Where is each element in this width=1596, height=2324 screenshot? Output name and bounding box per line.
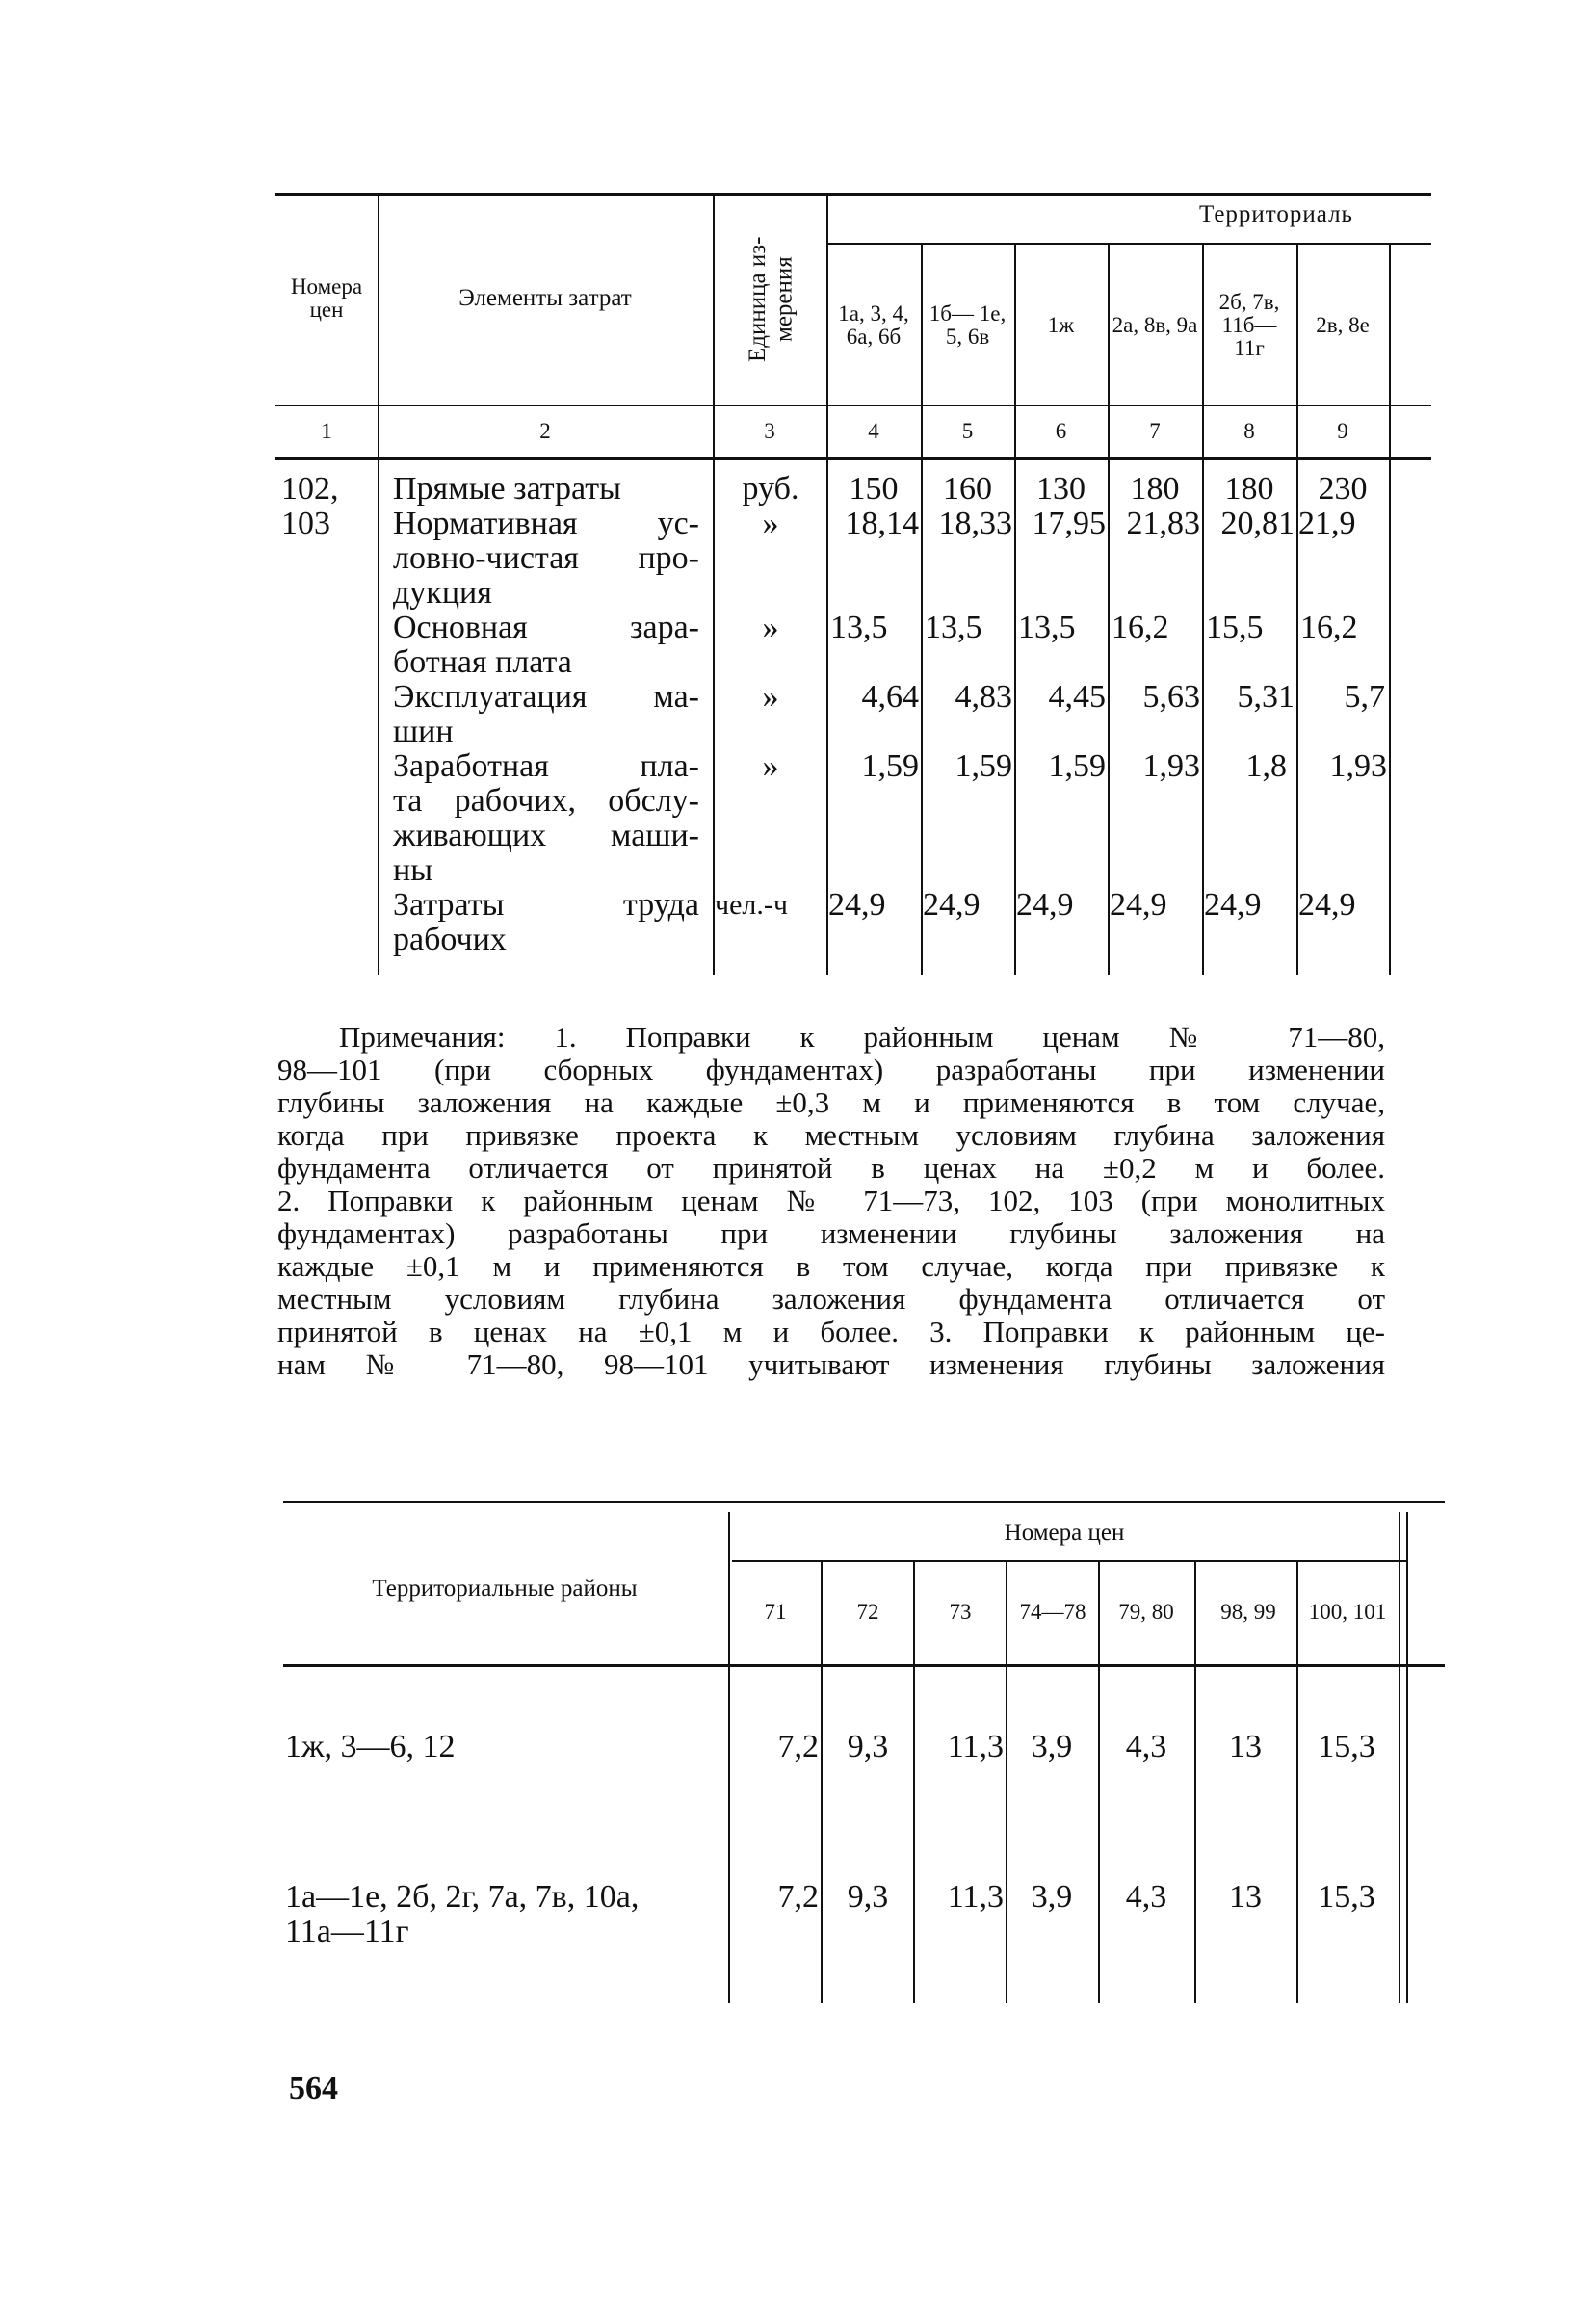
row-value: 24,9 <box>1298 887 1356 923</box>
row-value: 1,59 <box>861 748 919 784</box>
row-name: ловно-чистая про- <box>393 540 699 576</box>
header-district: 2а, 8в, 9а <box>1112 312 1198 337</box>
row-name: дукция <box>393 575 492 611</box>
header-unit-wrap <box>715 197 826 402</box>
row-value: 4,83 <box>955 679 1012 715</box>
header-col: 79, 80 <box>1118 1599 1174 1624</box>
header-numbers: Номера цен <box>290 274 363 322</box>
row-value: 9,3 <box>847 1729 889 1764</box>
note-line: нам № 71—80, 98—101 учитывают изменения глубины заложения <box>277 1347 1385 1381</box>
row-value: 15,5 <box>1206 610 1264 645</box>
row-value: 16,2 <box>1112 610 1169 645</box>
row-name: Эксплуатация ма- <box>393 679 699 715</box>
row-value: 11,3 <box>947 1879 1004 1915</box>
row-value: 13,5 <box>1018 610 1076 645</box>
row-value: 1,59 <box>1048 748 1106 784</box>
header-territory: Территориаль <box>1199 201 1353 227</box>
row-value: 24,9 <box>1016 887 1074 923</box>
table2-numbers-rule <box>732 1560 1406 1562</box>
note-line: местным условиям глубина заложения фундамента отличается от <box>277 1282 1385 1316</box>
header-district: 1ж <box>1047 312 1075 337</box>
row-name: Прямые затраты <box>393 471 621 507</box>
row-value: 1,93 <box>1142 748 1200 784</box>
header-bottom-rule <box>275 405 1431 406</box>
row-value: 15,3 <box>1318 1729 1375 1764</box>
row-value: 13 <box>1229 1879 1262 1915</box>
row-value: 7,2 <box>777 1879 819 1915</box>
row-name: Основная зара- <box>393 610 699 645</box>
column-divider <box>1399 1512 1400 2003</box>
row-value: 180 <box>1130 471 1180 507</box>
row-unit: » <box>762 506 779 541</box>
row-value: 4,45 <box>1048 679 1106 715</box>
row-value: 13,5 <box>925 610 982 645</box>
note-line: 2. Поправки к районным ценам № 71—73, 102, 103 (при монолитных <box>277 1184 1385 1217</box>
table-top-rule <box>275 193 1431 196</box>
row-name: шин <box>393 714 454 749</box>
row-name: ны <box>393 852 433 888</box>
note-line: фундаментах) разработаны при изменении глубины заложения на <box>277 1216 1385 1250</box>
row-name: ботная плата <box>393 644 572 680</box>
table2-top-rule <box>283 1501 1445 1503</box>
note-line: принятой в ценах на ±0,1 м и более. 3. Поправки к районным це- <box>277 1315 1385 1348</box>
district-name: 11а—11г <box>285 1914 409 1949</box>
column-divider <box>1194 1562 1196 2003</box>
header-district: 1а, 3, 4, 6а, 6б <box>838 300 909 349</box>
column-divider <box>1406 1512 1408 2003</box>
row-name: Заработная пла- <box>393 748 699 784</box>
row-unit: » <box>762 748 779 784</box>
column-divider <box>1389 243 1391 975</box>
header-col: 72 <box>856 1599 879 1624</box>
row-value: 4,3 <box>1125 1729 1167 1764</box>
row-value: 16,2 <box>1300 610 1358 645</box>
column-divider <box>1296 1562 1298 2003</box>
col-number: 3 <box>764 418 775 443</box>
row-value: 24,9 <box>1110 887 1167 923</box>
row-value: 1,93 <box>1329 748 1387 784</box>
column-divider <box>1098 1562 1100 2003</box>
row-value: 5,7 <box>1344 679 1385 715</box>
row-name: Нормативная ус- <box>393 506 699 541</box>
header-col: 74—78 <box>1019 1599 1086 1624</box>
row-value: 3,9 <box>1031 1879 1073 1915</box>
row-value: 24,9 <box>1204 887 1262 923</box>
row-value: 7,2 <box>777 1729 819 1764</box>
col-number: 8 <box>1243 418 1255 443</box>
row-value: 130 <box>1036 471 1086 507</box>
row-value: 9,3 <box>847 1879 889 1915</box>
notes <box>277 1021 1385 1381</box>
row-value: 21,9 <box>1298 506 1356 541</box>
row-value: 13,5 <box>830 610 888 645</box>
col-number: 9 <box>1337 418 1348 443</box>
row-value: 5,63 <box>1142 679 1200 715</box>
note-line: каждые ±0,1 м и применяются в том случае, когда при привязке к <box>277 1249 1385 1283</box>
header-numbers: Номера цен <box>1004 1519 1125 1546</box>
row-value: 1,8 <box>1245 748 1287 784</box>
row-value: 17,95 <box>1032 506 1106 541</box>
row-value: 18,33 <box>938 506 1012 541</box>
header-col: 98, 99 <box>1220 1599 1276 1624</box>
col-number: 6 <box>1055 418 1067 443</box>
row-value: 11,3 <box>947 1729 1004 1764</box>
page-number: 564 <box>289 2071 338 2106</box>
row-value: 180 <box>1224 471 1274 507</box>
row-value: 150 <box>849 471 899 507</box>
row-value: 13 <box>1229 1729 1262 1764</box>
note-line: фундамента отличается от принятой в ценах на ±0,2 м и более. <box>277 1151 1385 1185</box>
col-number: 2 <box>539 418 551 443</box>
col-number: 1 <box>321 418 332 443</box>
header-districts: Территориальные районы <box>372 1575 638 1602</box>
row-value: 24,9 <box>923 887 981 923</box>
row-value: 18,14 <box>845 506 919 541</box>
row-value: 20,81 <box>1220 506 1295 541</box>
row-name: Затраты труда <box>393 887 699 923</box>
header-district: 2б, 7в, 11б— 11г <box>1218 289 1280 361</box>
row-name: та рабочих, обслу- <box>393 783 699 819</box>
column-numbers-rule <box>275 457 1431 460</box>
row-name: живающих маши- <box>393 818 699 853</box>
header-col: 73 <box>949 1599 972 1624</box>
note-line: глубины заложения на каждые ±0,3 м и применяются в том случае, <box>277 1085 1385 1119</box>
table2-header-bottom-rule <box>283 1664 1445 1667</box>
col-number: 7 <box>1149 418 1161 443</box>
row-value: 5,31 <box>1237 679 1295 715</box>
district-name: 1ж, 3—6, 12 <box>285 1729 456 1764</box>
note-line: когда при привязке проекта к местным условиям глубина заложения <box>277 1118 1385 1152</box>
row-value: 230 <box>1318 471 1368 507</box>
header-elements: Элементы затрат <box>458 284 632 311</box>
note-line: 98—101 (при сборных фундаментах) разработаны при изменении <box>277 1053 1385 1086</box>
note-line: Примечания: 1. Поправки к районным ценам № 71—80, <box>339 1020 1385 1054</box>
row-value: 15,3 <box>1318 1879 1375 1915</box>
row-value: 24,9 <box>828 887 886 923</box>
header-unit: Единица из-мерения <box>744 236 797 363</box>
col-number: 5 <box>961 418 974 443</box>
row-value: 1,59 <box>955 748 1012 784</box>
row-value: 3,9 <box>1031 1729 1073 1764</box>
territory-header-rule <box>826 243 1431 245</box>
row-name: рабочих <box>393 922 507 957</box>
price-number: 103 <box>281 506 330 541</box>
header-col: 71 <box>764 1599 787 1624</box>
col-number: 4 <box>868 418 879 443</box>
header-district: 2в, 8е <box>1316 312 1370 337</box>
row-value: 4,64 <box>861 679 919 715</box>
header-col: 100, 101 <box>1308 1599 1387 1624</box>
header-district: 1б— 1е, 5, 6в <box>929 300 1007 349</box>
row-value: 160 <box>943 471 992 507</box>
row-value: 4,3 <box>1125 1879 1167 1915</box>
row-value: 21,83 <box>1126 506 1200 541</box>
row-unit: » <box>762 610 779 645</box>
row-unit: руб. <box>742 471 799 507</box>
row-unit: » <box>762 679 779 715</box>
district-name: 1а—1е, 2б, 2г, 7а, 7в, 10а, <box>285 1879 640 1915</box>
row-unit: чел.-ч <box>715 889 788 921</box>
price-number: 102, <box>281 471 339 507</box>
